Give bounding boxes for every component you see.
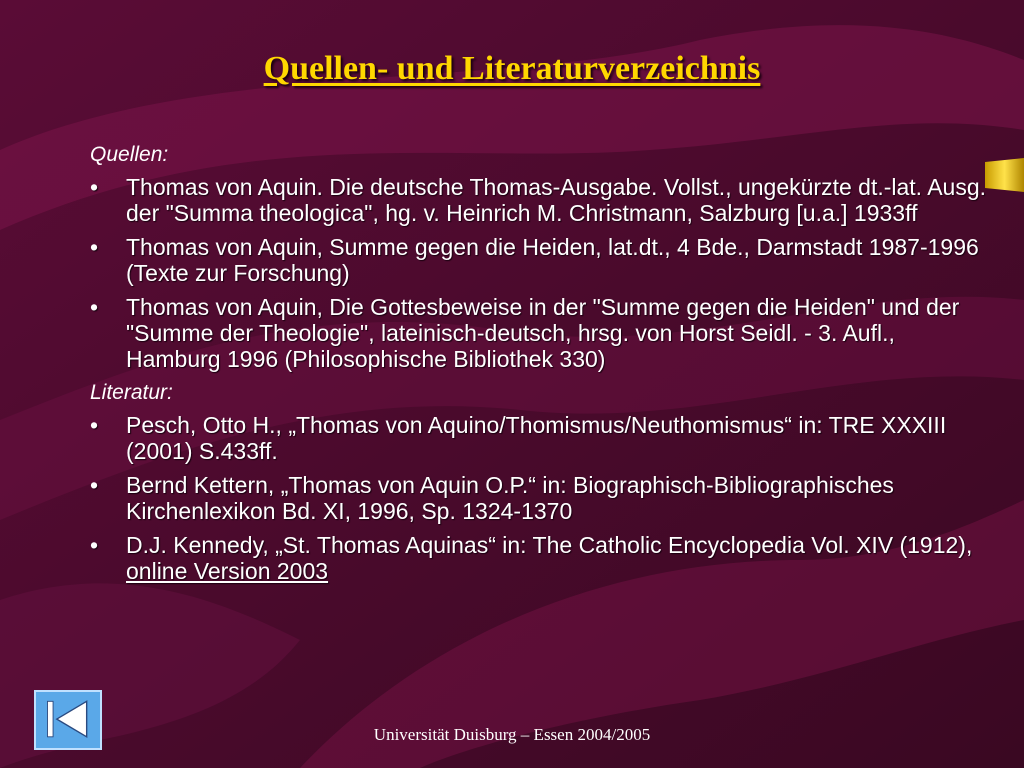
online-version-link[interactable]: online Version 2003 [126, 558, 329, 584]
list-item [90, 412, 990, 464]
list-item [90, 472, 990, 524]
list-item [90, 234, 990, 286]
footer-text: Universität Duisburg – Essen 2004/2005 [373, 725, 651, 744]
bullet-marker: • [90, 294, 99, 320]
gold-tab-decoration [985, 158, 1024, 192]
section-label-quellen: Quellen: [90, 143, 169, 166]
list-item-text: Thomas von Aquin. Die deutsche Thomas-Ausgabe. Vollst., ungekürzte dt.-lat. Ausg. der "Summa theologica", hg. v. Heinrich M. Christmann, Salzburg [u.a.] 1933ff [126, 174, 987, 226]
list-item-text: Thomas von Aquin, Die Gottesbeweise in der "Summe gegen die Heiden" und der "Summe der Theologie", lateinisch-deutsch, hrsg. von Horst Seidl. - 3. Aufl., Hamburg 1996 (Philosophische Bibliothek 330) [126, 294, 960, 372]
list-item [90, 532, 990, 584]
bullet-marker: • [90, 472, 99, 498]
bullet-marker: • [90, 412, 99, 438]
list-item [90, 294, 990, 372]
list-item-text: D.J. Kennedy, „St. Thomas Aquinas“ in: The Catholic Encyclopedia Vol. XIV (1912), [126, 532, 973, 558]
literatur-list [90, 412, 990, 584]
bullet-marker: • [90, 174, 99, 200]
section-label-literatur: Literatur: [90, 381, 173, 404]
list-item [90, 174, 990, 226]
reference-list [90, 142, 990, 592]
quellen-list [90, 174, 990, 372]
bullet-marker: • [90, 234, 99, 260]
list-item-text: Pesch, Otto H., „Thomas von Aquino/Thomismus/Neuthomismus“ in: TRE XXXIII (2001) S.433ff. [126, 412, 947, 464]
list-item-text: Bernd Kettern, „Thomas von Aquin O.P.“ in: Biographisch-Bibliographisches Kirchenlexikon Bd. XI, 1996, Sp. 1324-1370 [126, 472, 894, 524]
list-item-text: Thomas von Aquin, Summe gegen die Heiden, lat.dt., 4 Bde., Darmstadt 1987-1996 (Texte zur Forschung) [126, 234, 979, 286]
page-title: Quellen- und Literaturverzeichnis [263, 50, 761, 87]
bullet-marker: • [90, 532, 99, 558]
